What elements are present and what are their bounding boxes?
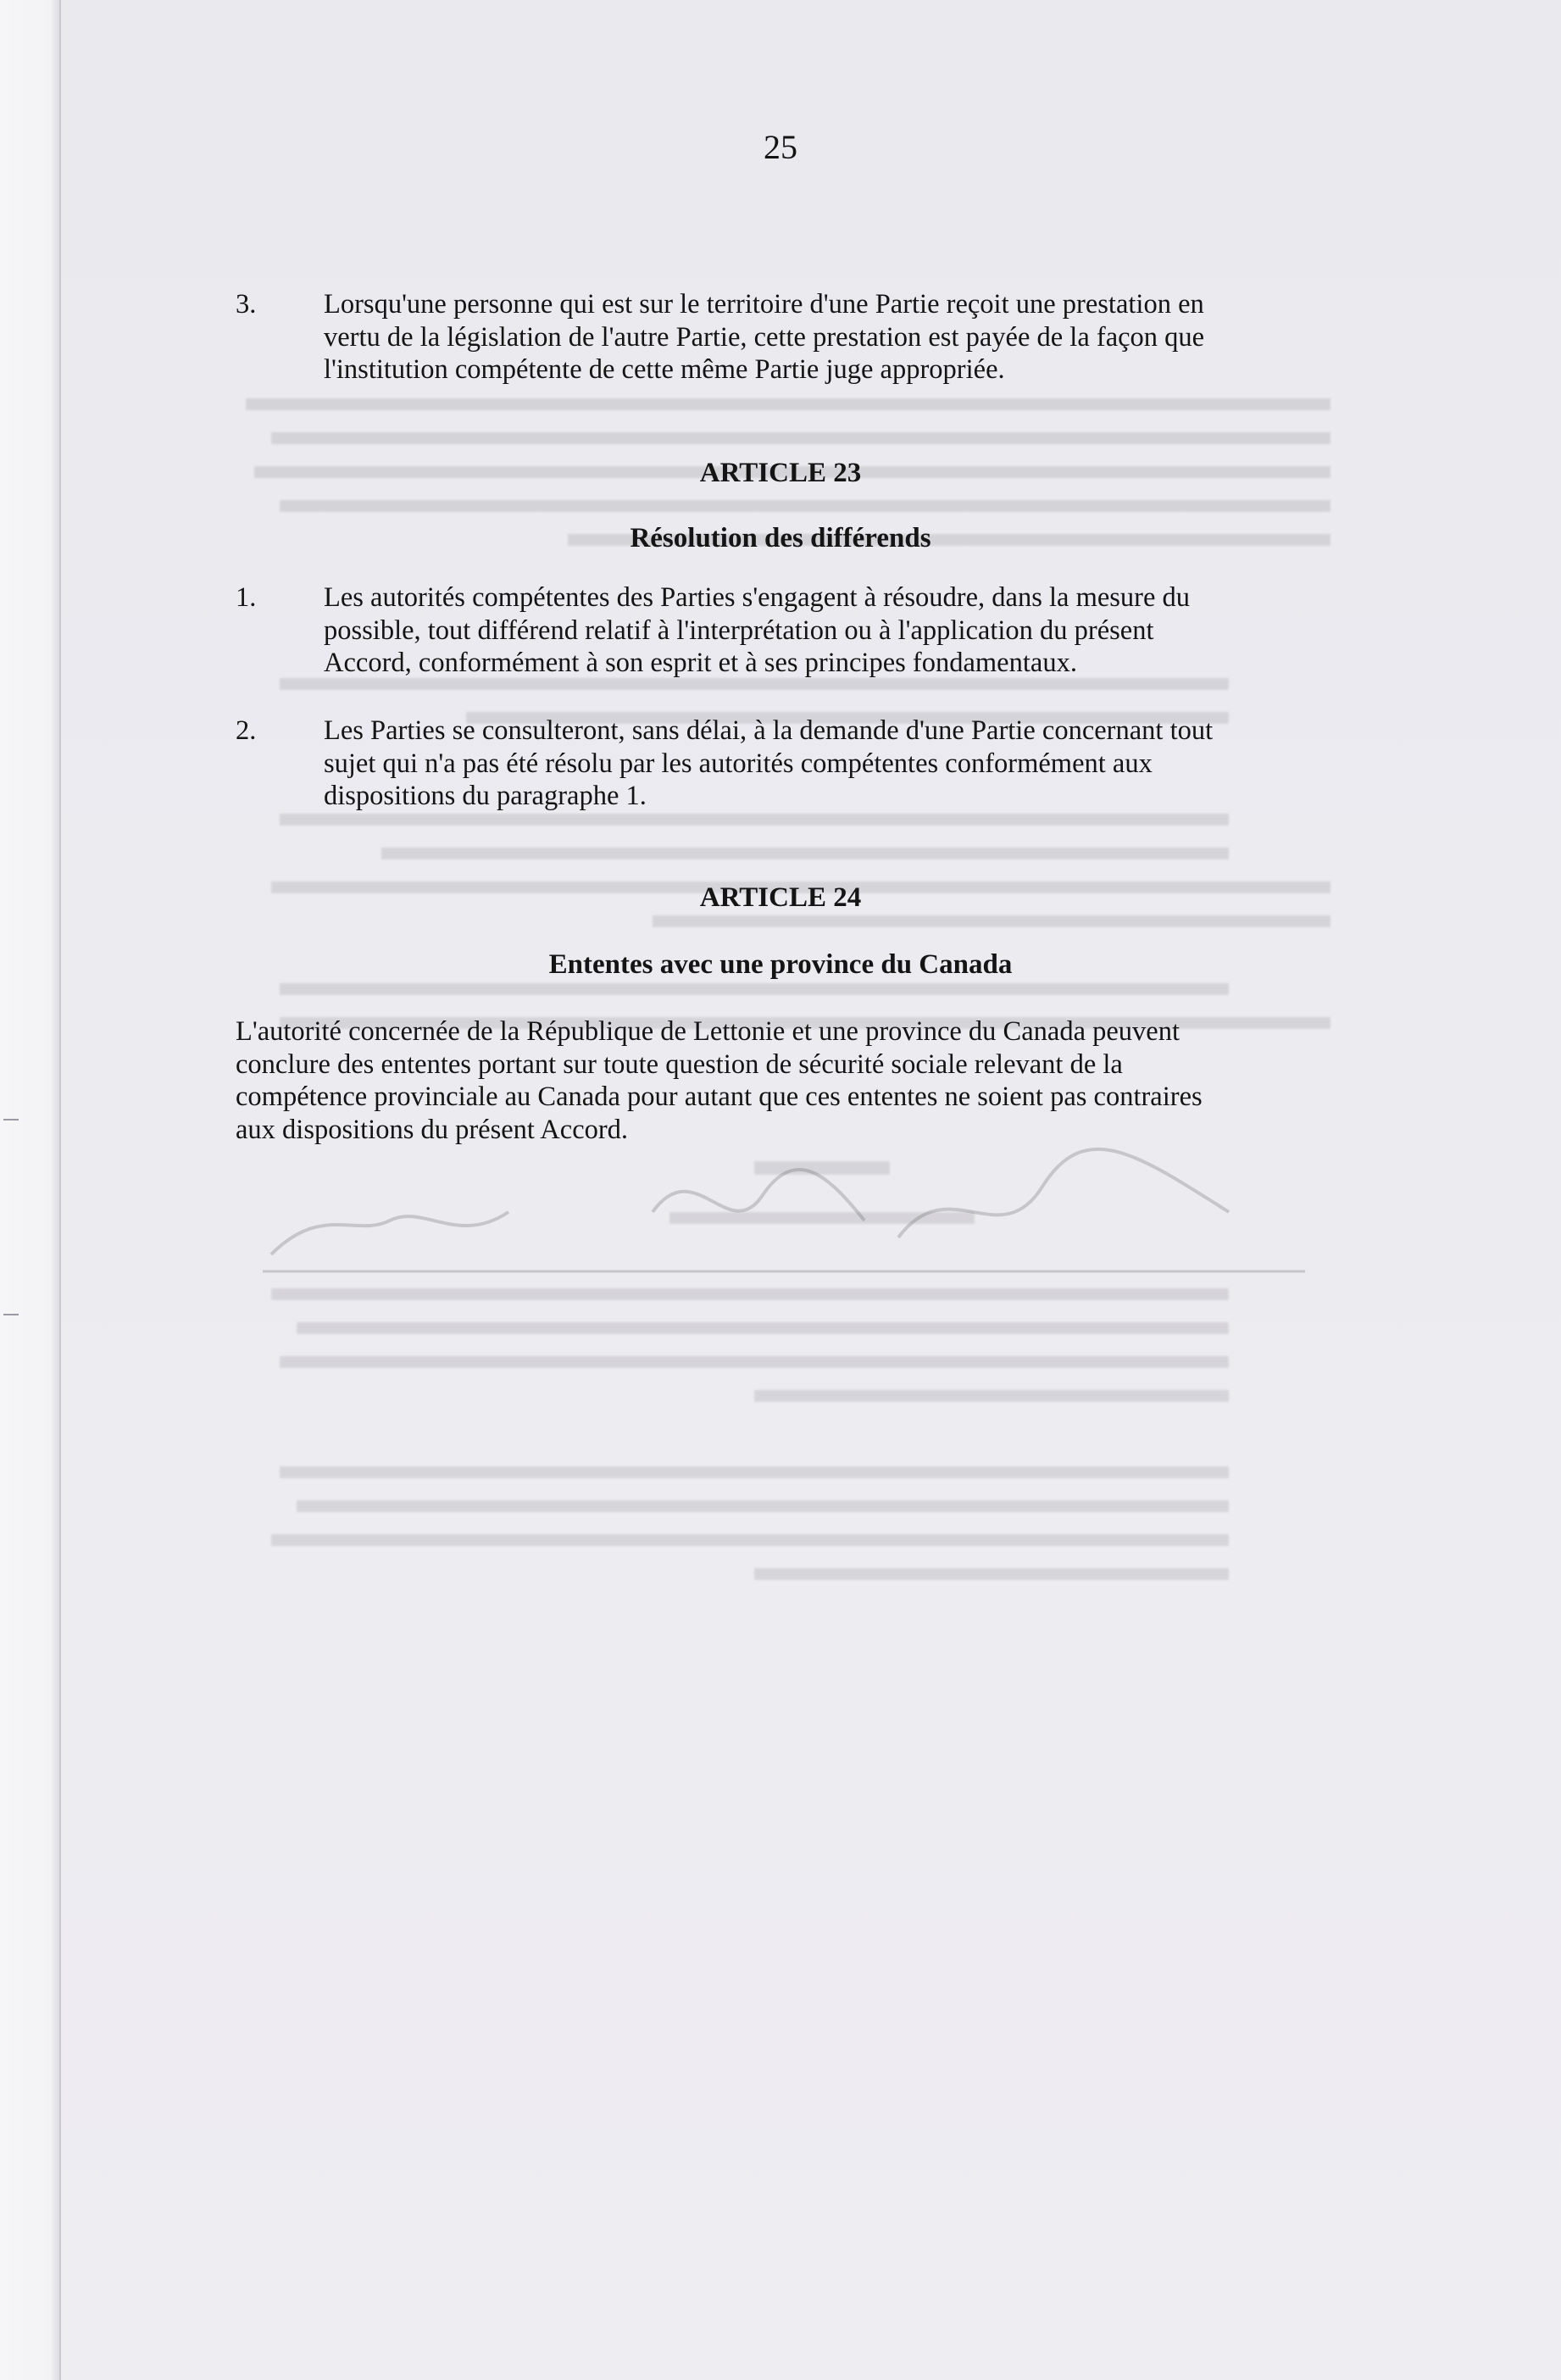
text-line: compétence provinciale au Canada pour autant que ces ententes ne soient pas contraires [236, 1082, 1203, 1112]
article-23-subheading: Résolution des différends [630, 523, 931, 553]
text-line: vertu de la législation de l'autre Partie, cette prestation est payée de la façon que [324, 321, 1205, 353]
text-line: aux dispositions du présent Accord. [236, 1114, 629, 1145]
text-line: L'autorité concernée de la République de Lettonie et une province du Canada peuvent [236, 1016, 1180, 1047]
margin-mark [3, 1314, 19, 1315]
paragraph-number: 3. [236, 289, 257, 320]
article-24-heading: ARTICLE 24 [699, 882, 862, 913]
text-line: Lorsqu'une personne qui est sur le territoire d'une Partie reçoit une prestation en [324, 289, 1204, 320]
article-24-paragraph [236, 1015, 1303, 1146]
binding-edge [0, 0, 61, 2380]
text-line: l'institution compétente de cette même Partie juge appropriée. [324, 354, 1005, 385]
text-line: conclure des ententes portant sur toute question de sécurité sociale relevant de la [236, 1048, 1123, 1080]
article-23-paragraph-1 [236, 581, 1295, 680]
paragraph-number: 1. [236, 582, 257, 613]
text-line: Les autorités compétentes des Parties s'engagent à résoudre, dans la mesure du [324, 582, 1191, 613]
text-line: possible, tout différend relatif à l'interprétation ou à l'application du présent [324, 614, 1154, 646]
text-line: sujet qui n'a pas été résolu par les autorités compétentes conformément aux [324, 748, 1153, 779]
margin-mark [3, 1119, 19, 1120]
page-number: 25 [764, 128, 797, 166]
article-23-paragraph-2 [236, 715, 1295, 813]
bleed-through-signature [254, 1119, 1314, 1305]
text-line: Les Parties se consulteront, sans délai, à la demande d'une Partie concernant tout [324, 715, 1214, 746]
text-line: dispositions du paragraphe 1. [324, 781, 647, 811]
text-line: Accord, conformément à son esprit et à ses principes fondamentaux. [324, 648, 1077, 678]
paragraph-number: 2. [236, 715, 257, 746]
article-23-heading: ARTICLE 23 [699, 458, 862, 488]
article-24-subheading: Ententes avec une province du Canada [548, 949, 1013, 980]
paragraph-3 [236, 288, 1295, 386]
